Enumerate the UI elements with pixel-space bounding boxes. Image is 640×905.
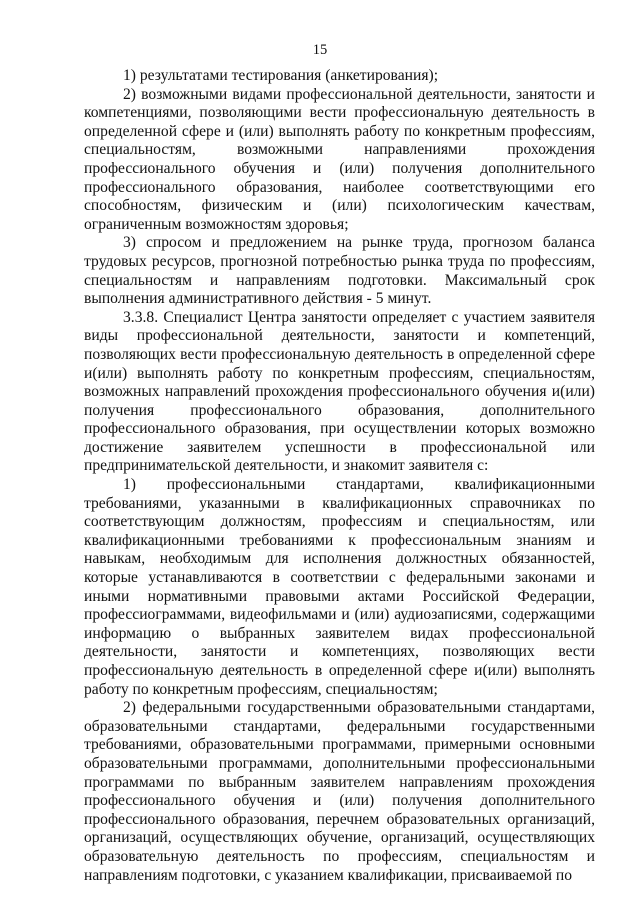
paragraph-item-2: 2) возможными видами профессиональной деятельности, занятости и компетенциями, позволяющими вести профессиональную деятельность в определенной сфере и (или) выполнять работу по конкретным профессиям, специальностям, возможными направлениями прохождения профессионального обучения и (или) получения дополнительного профессионального образования, наиболее соответствующими его способностям, физическим и (или) психологическим качествам, ограниченным возможностям здоровья; [84,85,595,233]
paragraph-section-3-3-8: 3.3.8. Специалист Центра занятости определяет с участием заявителя виды профессиональной деятельности, занятости и компетенций, позволяющих вести профессиональную деятельность в определенной сфере и(или) выполнять работу по конкретным профессиям, специальностям, возможных направлений прохождения профессионального обучения и(или) получения профессионального образования, дополнительного профессионального образования, при осуществлении которых возможно достижение заявителем успешности в профессиональной или предпринимательской деятельности, и знакомит заявителя с: [84,308,595,475]
paragraph-item-1: 1) результатами тестирования (анкетирования); [123,67,439,84]
document-body [84,67,595,885]
paragraph-subitem-1: 1) профессиональными стандартами, квалификационными требованиями, указанными в квалификационных справочниках по соответствующим должностям, профессиям и специальностям, или квалификационными требованиями к профессиональным знаниям и навыкам, необходимым для исполнения должностных обязанностей, которые устанавливаются в соответствии с федеральными законами и иными нормативными правовыми актами Российской Федерации, профессиограммами, видеофильмами и (или) аудиозаписями, содержащими информацию о выбранных заявителем видах профессиональной деятельности, занятости и компетенциях, позволяющих вести профессиональную деятельность в определенной сфере и(или) выполнять работу по конкретным профессиям, специальностям; [84,476,595,698]
paragraph-item-3: 3) спросом и предложением на рынке труда, прогнозом баланса трудовых ресурсов, прогнозной потребностью рынка труда по профессиям, специальностям и направлениям подготовки. Максимальный срок выполнения административного действия - 5 минут. [84,234,595,308]
page-number: 15 [312,42,328,58]
paragraph-subitem-2: 2) федеральными государственными образовательными стандартами, образовательными стандартами, федеральными государственными требованиями, образовательными программами, примерными основными образовательными программами, дополнительными профессиональными программами по выбранным заявителем направлениям прохождения профессионального обучения и (или) получения дополнительного профессионального образования, перечнем образовательных организаций, организаций, осуществляющих обучение, организаций, осуществляющих образовательную деятельность по профессиям, специальностям и направлениям подготовки, с указанием квалификации, присваиваемой по [84,699,595,884]
